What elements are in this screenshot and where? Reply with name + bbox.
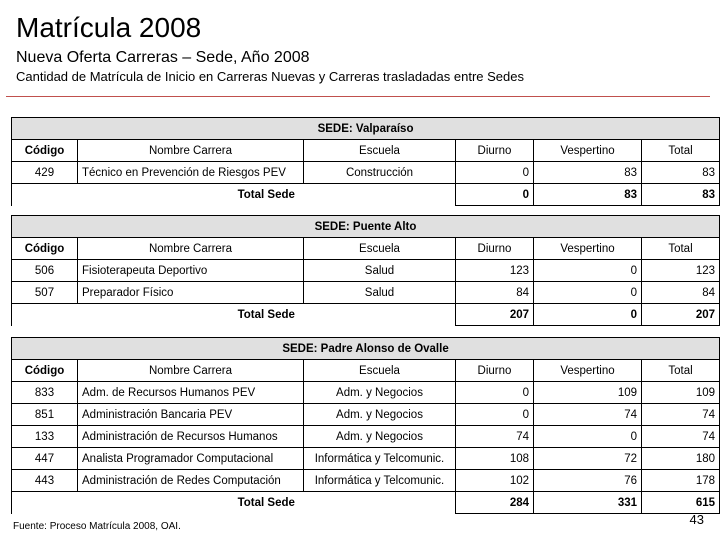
cell-total: 74 [642,426,720,448]
cell-nombre: Adm. de Recursos Humanos PEV [78,382,304,404]
cell-codigo: 447 [12,448,78,470]
cell-diurno: 102 [456,470,534,492]
sede-table-padre-alonso-de-ovalle [11,337,720,514]
cell-nombre: Fisioterapeuta Deportivo [78,260,304,282]
cell-vespertino: 0 [534,260,642,282]
total-sede-label: Total Sede [237,496,295,509]
cell-vespertino: 0 [534,426,642,448]
cell-total: 74 [642,404,720,426]
total-row [12,184,720,206]
header-divider [6,96,710,97]
total-vespertino: 0 [534,304,642,326]
cell-escuela: Informática y Telcomunic. [304,448,456,470]
cell-codigo: 507 [12,282,78,304]
cell-escuela: Construcción [304,162,456,184]
cell-vespertino: 83 [534,162,642,184]
total-total: 207 [642,304,720,326]
cell-escuela: Adm. y Negocios [304,426,456,448]
col-total-header: Total [642,140,720,162]
col-nombre-header: Nombre Carrera [78,238,304,260]
cell-nombre: Administración Bancaria PEV [78,404,304,426]
total-diurno: 207 [456,304,534,326]
source-note: Fuente: Proceso Matrícula 2008, OAI. [13,521,181,532]
cell-codigo: 506 [12,260,78,282]
cell-total: 83 [642,162,720,184]
table-row [12,426,720,448]
sede-name: SEDE: Padre Alonso de Ovalle [12,338,720,360]
cell-diurno: 74 [456,426,534,448]
col-vespertino-header: Vespertino [534,360,642,382]
cell-nombre: Analista Programador Computacional [78,448,304,470]
cell-diurno: 0 [456,404,534,426]
cell-diurno: 0 [456,382,534,404]
col-escuela-header: Escuela [304,360,456,382]
table-row [12,448,720,470]
page-description: Cantidad de Matrícula de Inicio en Carreras Nuevas y Carreras trasladadas entre Sedes [16,69,524,84]
cell-escuela: Adm. y Negocios [304,404,456,426]
cell-escuela: Salud [304,282,456,304]
cell-diurno: 123 [456,260,534,282]
page-subtitle: Nueva Oferta Carreras – Sede, Año 2008 [16,49,310,66]
table-row [12,282,720,304]
col-total-header: Total [642,238,720,260]
cell-total: 178 [642,470,720,492]
col-total-header: Total [642,360,720,382]
sede-name: SEDE: Puente Alto [12,216,720,238]
cell-diurno: 108 [456,448,534,470]
sede-name: SEDE: Valparaíso [12,118,720,140]
cell-codigo: 133 [12,426,78,448]
total-vespertino: 83 [534,184,642,206]
col-codigo-header: Código [12,360,78,382]
cell-vespertino: 74 [534,404,642,426]
col-diurno-header: Diurno [456,140,534,162]
page-title: Matrícula 2008 [16,12,202,43]
col-escuela-header: Escuela [304,140,456,162]
cell-diurno: 0 [456,162,534,184]
cell-vespertino: 0 [534,282,642,304]
col-nombre-header: Nombre Carrera [78,140,304,162]
col-diurno-header: Diurno [456,360,534,382]
cell-total: 180 [642,448,720,470]
cell-total: 109 [642,382,720,404]
total-vespertino: 331 [534,492,642,514]
cell-nombre: Administración de Recursos Humanos [78,426,304,448]
col-vespertino-header: Vespertino [534,238,642,260]
cell-codigo: 851 [12,404,78,426]
total-sede-label: Total Sede [237,308,295,321]
cell-codigo: 429 [12,162,78,184]
cell-escuela: Adm. y Negocios [304,382,456,404]
cell-escuela: Salud [304,260,456,282]
cell-nombre: Administración de Redes Computación [78,470,304,492]
cell-vespertino: 109 [534,382,642,404]
cell-codigo: 443 [12,470,78,492]
table-row [12,470,720,492]
total-sede-label: Total Sede [237,188,295,201]
col-vespertino-header: Vespertino [534,140,642,162]
table-row [12,162,720,184]
total-row [12,304,720,326]
cell-codigo: 833 [12,382,78,404]
cell-vespertino: 72 [534,448,642,470]
cell-nombre: Preparador Físico [78,282,304,304]
sede-table-valparaiso [11,117,720,206]
col-diurno-header: Diurno [456,238,534,260]
table-row [12,404,720,426]
total-diurno: 0 [456,184,534,206]
cell-diurno: 84 [456,282,534,304]
col-escuela-header: Escuela [304,238,456,260]
cell-escuela: Informática y Telcomunic. [304,470,456,492]
cell-vespertino: 76 [534,470,642,492]
total-total: 83 [642,184,720,206]
sede-table-puente-alto [11,215,720,326]
col-nombre-header: Nombre Carrera [78,360,304,382]
cell-total: 84 [642,282,720,304]
cell-nombre: Técnico en Prevención de Riesgos PEV [78,162,304,184]
cell-total: 123 [642,260,720,282]
page-number: 43 [689,512,704,527]
col-codigo-header: Código [12,140,78,162]
table-row [12,382,720,404]
table-row [12,260,720,282]
col-codigo-header: Código [12,238,78,260]
total-diurno: 284 [456,492,534,514]
total-row [12,492,720,514]
total-total: 615 [642,492,720,514]
